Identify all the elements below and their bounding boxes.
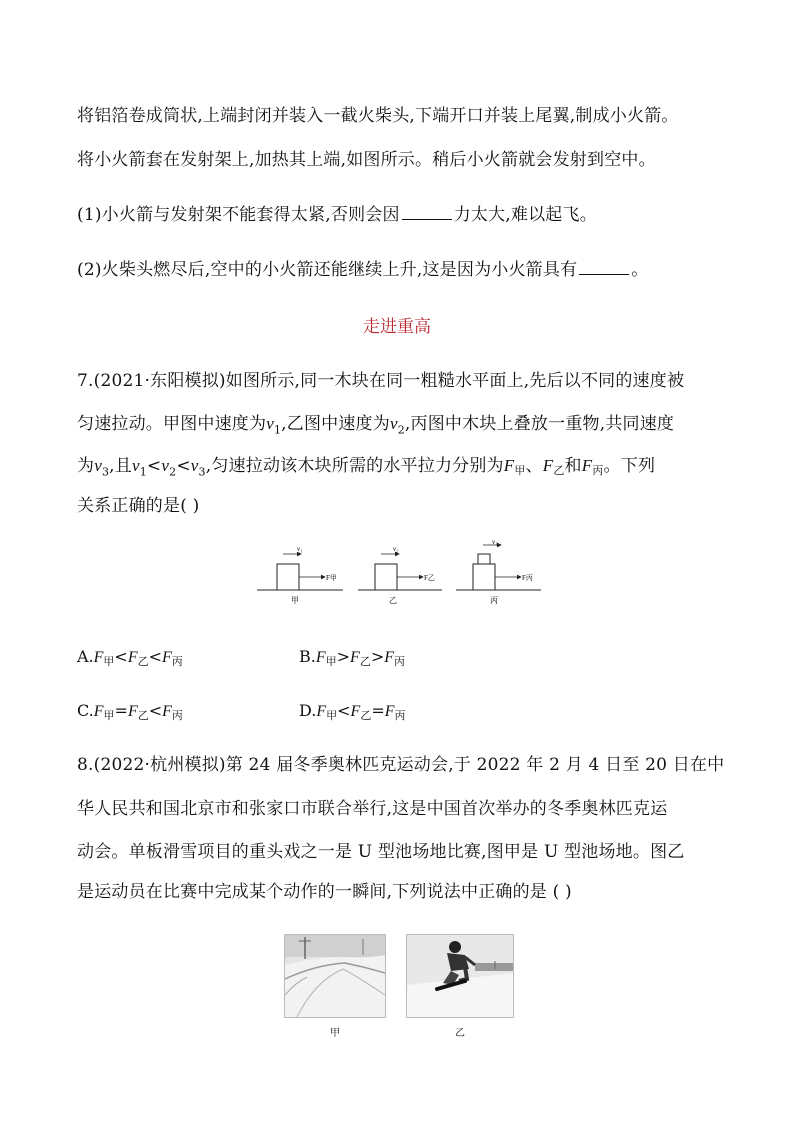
- q6-part1-suffix: 力太大,难以起飞。: [453, 205, 597, 225]
- q7-line-1: 7.(2021·东阳模拟)如图所示,同一木块在同一粗糙水平面上,先后以不同的速度被: [77, 371, 685, 391]
- v2-label: v₂: [393, 545, 399, 553]
- option-letter: C.: [77, 701, 94, 720]
- q7-text: ,乙图中速度为: [281, 414, 390, 434]
- v-symbol: v: [266, 414, 274, 433]
- f-symbol: F: [93, 649, 104, 666]
- q6-part1: [77, 203, 597, 227]
- f-symbol: F: [542, 456, 554, 475]
- snowboarder-illustration: [407, 935, 513, 1017]
- caption-yi: 乙: [389, 596, 397, 605]
- subscript: 1: [139, 465, 147, 479]
- f-symbol: F: [162, 703, 172, 720]
- subscript: 丙: [394, 655, 405, 668]
- q7-line-3: 为$v_3$,且$v_1<v_2<v_3$,匀速拉动该木块所需的水平拉力分别为F甲、F乙和F丙。下列: [77, 456, 656, 479]
- f-symbol: F: [384, 703, 395, 720]
- operator: =: [371, 701, 385, 720]
- f-jia-label: F甲: [326, 574, 337, 582]
- subscript: 甲: [326, 709, 338, 722]
- v-symbol: v: [131, 456, 140, 475]
- subscript: 1: [273, 423, 282, 437]
- snowboarder-photo: [406, 934, 514, 1018]
- f-symbol: F: [503, 456, 515, 475]
- intro-line-2: 将小火箭套在发射架上,加热其上端,如图所示。稍后小火箭就会发射到空中。: [77, 150, 656, 170]
- q8-line-1: 8.(2022·杭州模拟)第 24 届冬季奥林匹克运动会,于 2022 年 2 月 4 日至 20 日在中: [77, 755, 725, 775]
- operator: <: [114, 647, 128, 666]
- q7-line-2: [77, 412, 674, 442]
- q6-part2-prefix: (2)火柴头燃尽后,空中的小火箭还能继续上升,这是因为小火箭具有: [77, 260, 578, 280]
- subscript: 甲: [325, 655, 337, 668]
- subscript: 丙: [394, 709, 406, 722]
- subscript: 甲: [103, 655, 115, 668]
- operator: >: [336, 647, 351, 666]
- f-symbol: F: [162, 649, 172, 666]
- q7-text: 为: [77, 456, 95, 476]
- operator: <: [337, 701, 351, 720]
- f-symbol: F: [316, 703, 327, 720]
- u-pipe-illustration: [285, 935, 385, 1017]
- photo-jia-caption: 甲: [330, 1028, 340, 1039]
- subscript: 2: [397, 423, 405, 437]
- option-letter: A.: [77, 647, 94, 666]
- option-c[interactable]: [77, 700, 183, 727]
- v3-label: v₃: [492, 540, 498, 546]
- subscript: 3: [101, 465, 110, 479]
- q8-line-2: 华人民共和国北京市和张家口市联合举行,这是中国首次举办的冬季奥林匹克运: [77, 799, 668, 819]
- subscript: 乙: [137, 655, 149, 668]
- subscript: 乙: [359, 655, 371, 668]
- f-yi-label: F乙: [424, 574, 435, 582]
- q7-text: ,丙图中木块上叠放一重物,共同速度: [404, 414, 675, 434]
- q6-part1-prefix: (1)小火箭与发射架不能套得太紧,否则会因: [77, 205, 400, 225]
- f-symbol: F: [127, 649, 138, 666]
- subscript: 2: [169, 465, 177, 479]
- operator: <: [176, 456, 191, 476]
- wood-block: [375, 564, 397, 590]
- option-letter: D.: [299, 701, 317, 720]
- caption-bing: 丙: [490, 596, 498, 605]
- q7-text: 和: [564, 456, 582, 476]
- v-symbol: v: [389, 414, 398, 433]
- operator: <: [148, 701, 163, 720]
- q7-line-4: 关系正确的是( ): [77, 496, 200, 516]
- operator: =: [114, 701, 128, 720]
- operator: >: [370, 647, 385, 666]
- q6-part2: [77, 258, 649, 282]
- subscript: 丙: [171, 709, 183, 722]
- f-symbol: F: [384, 649, 394, 666]
- answer-blank[interactable]: [579, 258, 629, 275]
- option-b[interactable]: [299, 646, 405, 673]
- f-symbol: F: [127, 703, 138, 720]
- v-symbol: v: [94, 456, 102, 475]
- subscript: 丙: [592, 464, 604, 477]
- weight-block: [478, 554, 490, 564]
- intro-line-1: 将铝箔卷成筒状,上端封闭并装入一截火柴头,下端开口并装上尾翼,制成小火箭。: [77, 106, 679, 126]
- subscript: 甲: [514, 464, 526, 477]
- f-symbol: F: [350, 703, 361, 720]
- q8-line-4: 是运动员在比赛中完成某个动作的一瞬间,下列说法中正确的是 ( ): [77, 882, 572, 902]
- f-symbol: F: [350, 649, 360, 666]
- q7-text: 匀速拉动。甲图中速度为: [77, 414, 267, 434]
- q7-figure: [255, 540, 545, 610]
- caption-jia: 甲: [291, 596, 299, 605]
- wood-block: [473, 564, 495, 590]
- operator: <: [146, 456, 162, 476]
- f-symbol: F: [581, 456, 593, 475]
- option-letter: B.: [299, 647, 316, 666]
- subscript: 甲: [103, 709, 115, 722]
- q7-text: ,且: [109, 456, 132, 476]
- subscript: 3: [198, 465, 206, 479]
- f-bing-label: F丙: [522, 574, 533, 582]
- photo-yi-caption: 乙: [455, 1028, 465, 1039]
- option-a[interactable]: [77, 646, 183, 673]
- f-symbol: F: [315, 649, 326, 666]
- u-pipe-photo: [284, 934, 386, 1018]
- wood-block: [277, 564, 299, 590]
- q6-part2-suffix: 。: [631, 260, 649, 280]
- q7-text: 。下列: [603, 456, 656, 476]
- v-symbol: v: [161, 456, 170, 475]
- subscript: 乙: [360, 709, 372, 722]
- v-symbol: v: [190, 456, 199, 475]
- subscript: 乙: [553, 464, 565, 477]
- subscript: 丙: [171, 655, 183, 668]
- q8-line-3: 动会。单板滑雪项目的重头戏之一是 U 型池场地比赛,图甲是 U 型池场地。图乙: [77, 842, 685, 862]
- section-title: 走进重高: [363, 317, 431, 337]
- answer-blank[interactable]: [402, 203, 452, 220]
- v1-label: v₁: [297, 545, 303, 553]
- option-d[interactable]: [299, 700, 406, 727]
- subscript: 乙: [137, 709, 149, 722]
- f-symbol: F: [93, 703, 104, 720]
- operator: <: [148, 647, 163, 666]
- q7-text: ,匀速拉动该木块所需的水平拉力分别为: [205, 456, 504, 476]
